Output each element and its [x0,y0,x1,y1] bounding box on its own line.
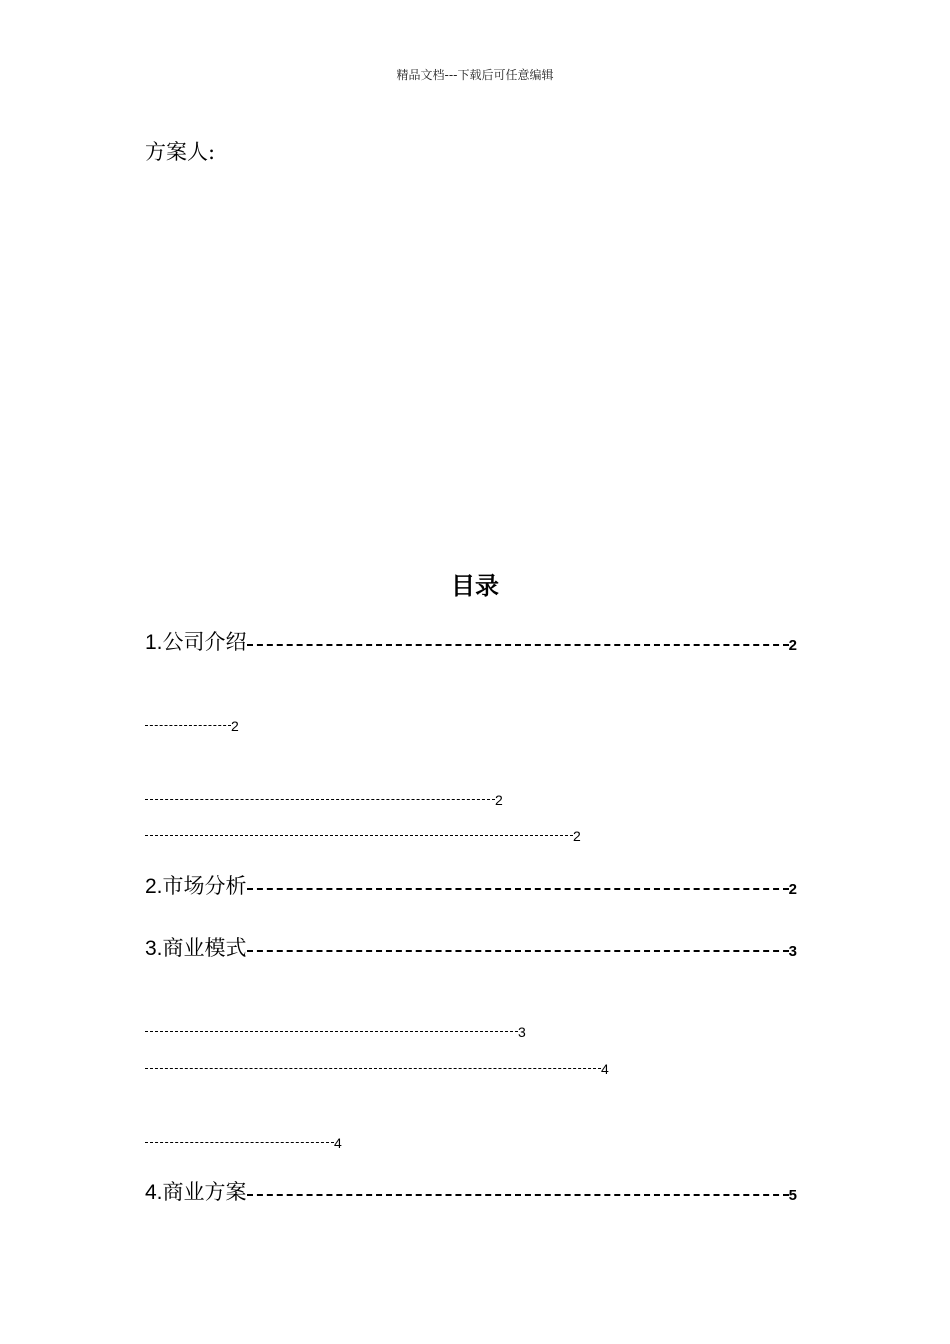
toc-leader [247,1186,789,1202]
toc-page-number: 2 [573,828,581,844]
toc-entry-label: 3.商业模式 [145,937,247,960]
toc-leader [247,636,789,652]
toc-leader [145,1025,518,1037]
toc-subentry[interactable] [145,1133,342,1151]
toc-entry-business-plan[interactable] [145,1178,797,1206]
toc-subentry[interactable] [145,790,503,808]
toc-leader [247,880,789,896]
toc-entry-market-analysis[interactable] [145,872,797,900]
toc-title: 目录 [451,572,499,600]
toc-leader [145,793,495,805]
toc-leader [145,829,573,841]
toc-page-number: 2 [231,718,239,734]
toc-leader [145,1136,334,1148]
page-header: 精品文档---下载后可任意编辑 [396,68,554,82]
toc-page-number: 4 [334,1135,342,1151]
toc-entry-company-intro[interactable] [145,628,797,656]
toc-entry-label: 2.市场分析 [145,875,247,898]
toc-subentry[interactable] [145,716,239,734]
toc-entry-label: 1.公司介绍 [145,631,247,654]
toc-subentry[interactable] [145,1022,526,1040]
toc-page-number: 5 [788,1187,797,1204]
toc-leader [247,942,789,958]
toc-page-number: 2 [788,881,797,898]
toc-entry-business-model[interactable] [145,934,797,962]
toc-subentry[interactable] [145,826,581,844]
toc-page-number: 2 [788,637,797,654]
toc-leader [145,719,231,731]
proposer-label: 方案人: [145,140,216,164]
toc-leader [145,1062,601,1074]
toc-page-number: 4 [601,1061,609,1077]
toc-page-number: 2 [495,792,503,808]
toc-page-number: 3 [518,1024,526,1040]
toc-page-number: 3 [788,943,797,960]
toc-entry-label: 4.商业方案 [145,1181,247,1204]
toc-subentry[interactable] [145,1059,609,1077]
